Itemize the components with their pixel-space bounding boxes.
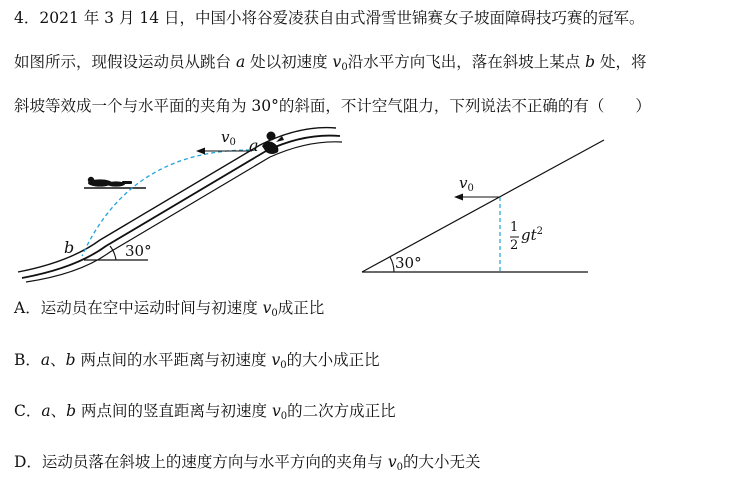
label-b: b [64, 238, 75, 257]
subscript-0: 0 [271, 308, 278, 319]
incline-line [362, 140, 604, 272]
text-seg: B． [14, 351, 41, 369]
left-figure [18, 128, 342, 282]
subscript-0: 0 [280, 411, 288, 422]
text-seg: A．运动员在空中运动时间与初速度 [14, 299, 263, 317]
text-seg: 的二次方成正比 [287, 402, 396, 420]
slope-line-3 [26, 142, 342, 282]
text-seg: 两点间的水平距离与初速度 [75, 351, 272, 369]
frac-den: 2 [510, 238, 519, 253]
text-seg: 处，将 [595, 53, 647, 71]
angle-arc [110, 246, 116, 260]
velocity-arrow-left [196, 148, 252, 155]
var-b: b [66, 402, 77, 420]
question-line-1: 4．2021 年 3 月 14 日，中国小将谷爱凌获自由式滑雪世锦赛女子坡面障碍技巧赛的冠军。 [14, 9, 645, 27]
question-line-3: 斜坡等效成一个与水平面的夹角为 30°的斜面，不计空气阻力，下列说法不正确的有（ ） [14, 97, 651, 115]
var-a: a [40, 351, 51, 369]
text-seg: 的大小成正比 [286, 351, 380, 369]
v-symbol: v [221, 128, 230, 146]
gt-symbol: gt [521, 226, 537, 244]
right-figure [362, 140, 604, 272]
skier-at-a-icon [262, 132, 284, 155]
var-v: v [262, 299, 272, 317]
var-v: v [271, 402, 281, 420]
option-c[interactable] [14, 401, 396, 427]
option-b[interactable] [14, 350, 380, 376]
v-symbol: v [459, 174, 468, 192]
label-a: a [249, 136, 259, 155]
text-seg: 的大小无关 [403, 453, 481, 471]
skier-lying-icon [88, 177, 132, 187]
subscript-0: 0 [467, 183, 474, 194]
exponent-2: 2 [536, 226, 544, 237]
frac-num: 1 [510, 220, 519, 235]
var-b: b [585, 53, 596, 71]
var-a: a [235, 53, 246, 71]
subscript-0: 0 [229, 137, 236, 148]
label-angle-right: 30° [395, 254, 422, 272]
subscript-0: 0 [341, 62, 348, 73]
text-seg: 处以初速度 [245, 53, 333, 71]
angle-arc-right [390, 257, 394, 272]
text-seg: 沿水平方向飞出，落在斜坡上某点 [347, 53, 586, 71]
var-v: v [271, 351, 281, 369]
label-v0-left [221, 128, 236, 148]
text-seg: 、 [50, 402, 67, 420]
text-seg: 两点间的竖直距离与初速度 [76, 402, 272, 420]
var-b: b [65, 351, 76, 369]
text-seg: 、 [50, 351, 66, 369]
subscript-0: 0 [280, 360, 287, 371]
var-a: a [41, 402, 51, 420]
gt2-label [521, 226, 543, 244]
text-seg: 成正比 [277, 299, 325, 317]
text-seg: 如图所示，现假设运动员从跳台 [14, 53, 236, 71]
var-v: v [387, 453, 397, 471]
velocity-arrow-right [454, 194, 500, 201]
option-a[interactable] [14, 298, 324, 324]
label-v0-right [459, 174, 474, 194]
option-d[interactable] [14, 452, 481, 478]
var-v: v [332, 53, 342, 71]
text-seg: D．运动员落在斜坡上的速度方向与水平方向的夹角与 [14, 453, 388, 471]
subscript-0: 0 [396, 462, 403, 473]
label-angle-left: 30° [125, 242, 152, 260]
text-seg: C． [14, 402, 42, 420]
